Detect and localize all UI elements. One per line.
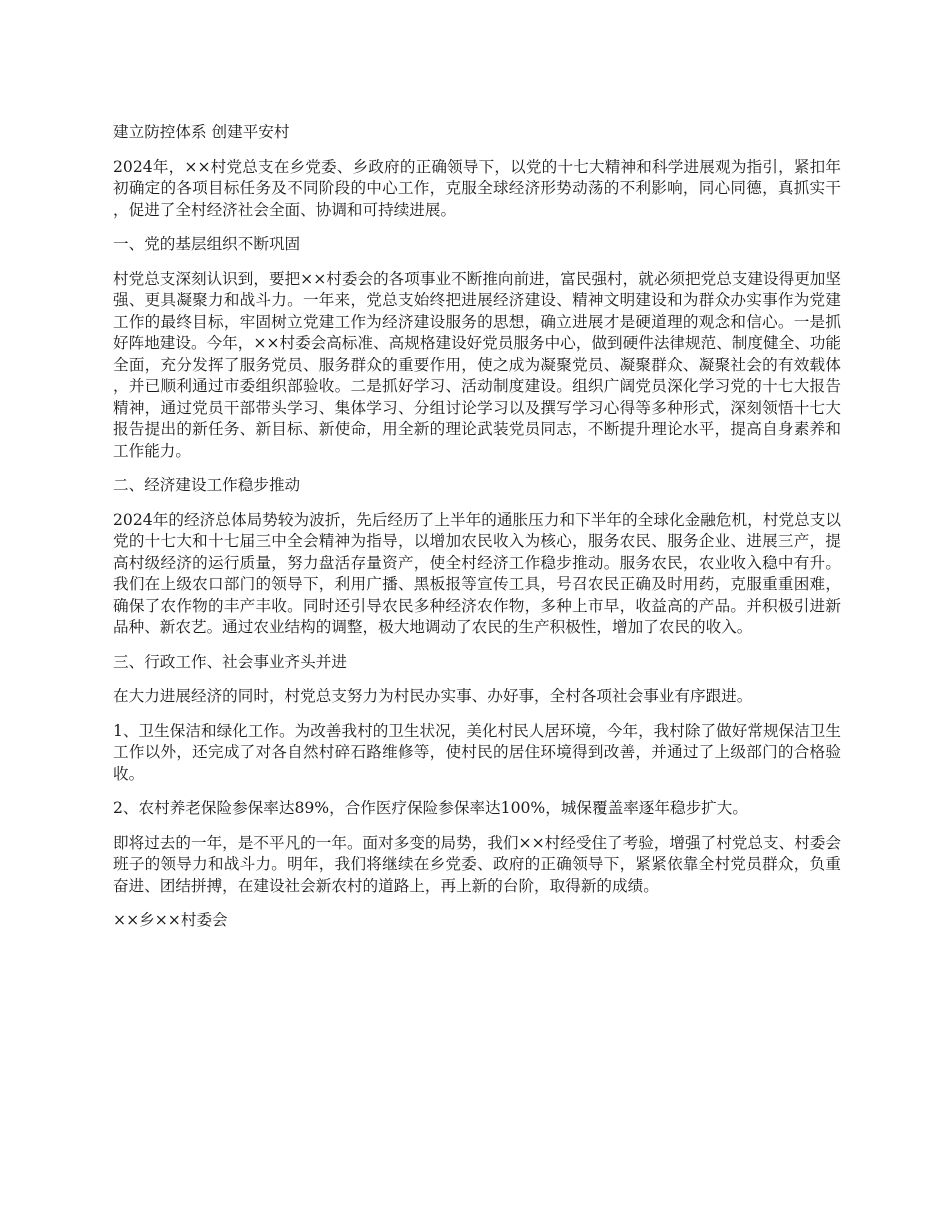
intro-paragraph: 2024年，××村党总支在乡党委、乡政府的正确领导下，以党的十七大精神和科学进展观为指引，紧扣年初确定的各项目标任务及不同阶段的中心工作，克服全球经济形势动荡的不利影响，同心同德，真抓实干，促进了全村经济社会全面、协调和可持续进展。 <box>113 157 841 219</box>
conclusion-paragraph: 即将过去的一年，是不平凡的一年。面对多变的局势，我们××村经受住了考验，增强了村党总支、村委会班子的领导力和战斗力。明年，我们将继续在乡党委、政府的正确领导下，紧紧依靠全村党员群众，负重奋进、团结拼搏，在建设社会新农村的道路上，再上新的台阶，取得新的成绩。 <box>113 833 841 895</box>
list-item-1: 1、卫生保洁和绿化工作。为改善我村的卫生状况，美化村民人居环境，今年，我村除了做好常规保洁卫生工作以外，还完成了对各自然村碎石路维修等，使村民的居住环境得到改善，并通过了上级部门的合格验收。 <box>113 721 841 783</box>
section1-paragraph: 村党总支深刻认识到，要把××村委会的各项事业不断推向前进，富民强村，就必须把党总支建设得更加坚强、更具凝聚力和战斗力。一年来，党总支始终把进展经济建设、精神文明建设和为群众办实事作为党建工作的最终目标，牢固树立党建工作为经济建设服务的思想，确立进展才是硬道理的观念和信心。一是抓好阵地建设。今年，××村委会高标准、高规格建设好党员服务中心，做到硬件法律规范、制度健全、功能全面，充分发挥了服务党员、服务群众的重要作用，使之成为凝聚党员、凝聚群众、凝聚社会的有效载体，并已顺利通过市委组织部验收。二是抓好学习、活动制度建设。组织广阔党员深化学习党的十七大报告精神，通过党员干部带头学习、集体学习、分组讨论学习以及撰写学习心得等多种形式，深刻领悟十七大报告提出的新任务、新目标、新使命，用全新的理论武装党员同志，不断提升理论水平，提高自身素养和工作能力。 <box>113 269 841 460</box>
section2-paragraph: 2024年的经济总体局势较为波折，先后经历了上半年的通胀压力和下半年的全球化金融危机，村党总支以党的十七大和十七届三中全会精神为指导，以增加农民收入为核心，服务农民、服务企业、进展三产，提高村级经济的运行质量，努力盘活存量资产，使全村经济工作稳步推动。服务农民，农业收入稳中有升。我们在上级农口部门的领导下，利用广播、黑板报等宣传工具，号召农民正确及时用药，克服重重困难，确保了农作物的丰产丰收。同时还引导农民多种经济农作物，多种上市早，收益高的产品。并积极引进新品种、新农艺。通过农业结构的调整，极大地调动了农民的生产积极性，增加了农民的收入。 <box>113 510 841 636</box>
list-item-2: 2、农村养老保险参保率达89%，合作医疗保险参保率达100%，城保覆盖率逐年稳步扩大。 <box>113 799 748 817</box>
section3-heading: 三、行政工作、社会事业齐头并进 <box>113 652 347 671</box>
signature: ××乡××村委会 <box>113 911 228 929</box>
section3-paragraph: 在大力进展经济的同时，村党总支努力为村民办实事、办好事，全村各项社会事业有序跟进。 <box>113 687 753 705</box>
document-title: 建立防控体系 创建平安村 <box>113 123 290 141</box>
section1-heading: 一、党的基层组织不断巩固 <box>113 235 301 253</box>
section2-heading: 二、经济建设工作稳步推动 <box>113 476 301 494</box>
document-page <box>113 122 841 945</box>
